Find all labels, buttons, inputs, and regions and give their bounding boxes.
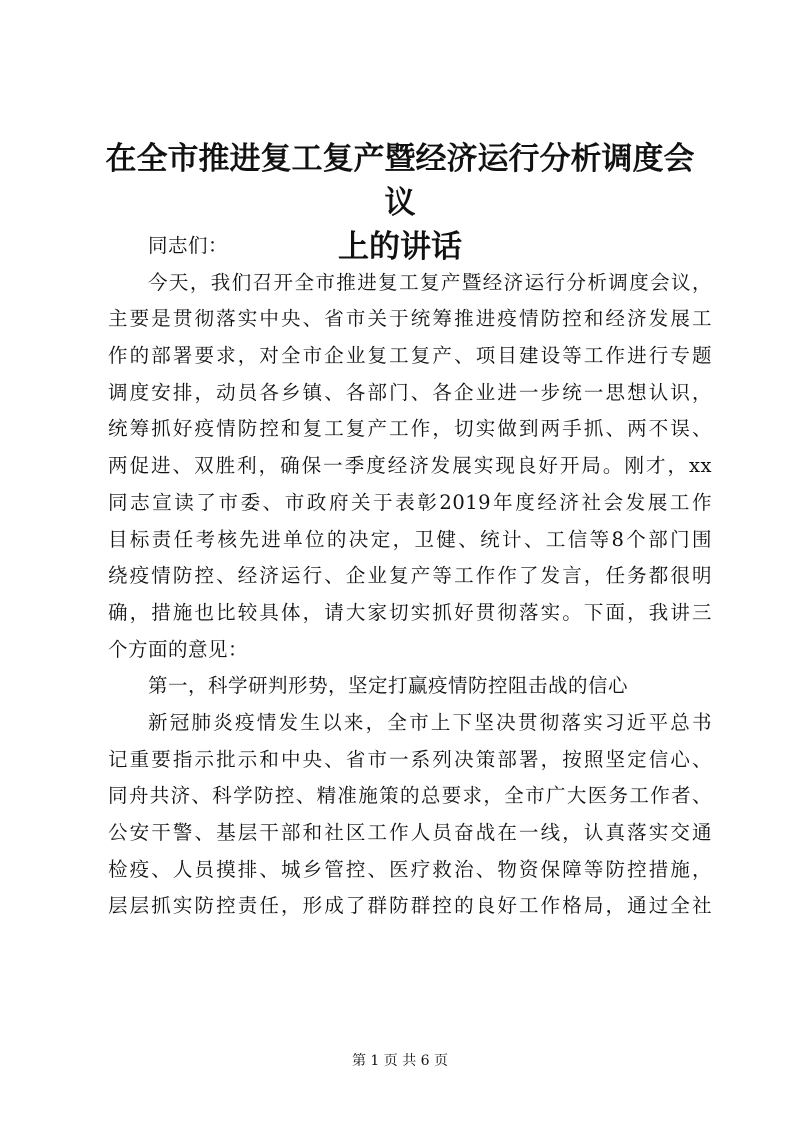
paragraph-line: 检疫、人员摸排、城乡管控、医疗救治、物资保障等防控措施， bbox=[108, 857, 712, 881]
paragraph-line: 统筹抓好疫情防控和复工复产工作，切实做到两手抓、两不误、 bbox=[108, 417, 712, 441]
paragraph-line: 记重要指示批示和中央、省市一系列决策部署，按照坚定信心、 bbox=[108, 747, 712, 771]
paragraph-2 bbox=[108, 705, 712, 925]
paragraph-line: 确，措施也比较具体，请大家切实抓好贯彻落实。下面，我讲三 bbox=[108, 600, 712, 624]
paragraph-line: 作的部署要求，对全市企业复工复产、项目建设等工作进行专题 bbox=[108, 344, 712, 368]
paragraph-line: 同舟共济、科学防控、精准施策的总要求，全市广大医务工作者、 bbox=[108, 784, 712, 808]
page-number-label: 第 1 页 共 6 页 bbox=[351, 1053, 449, 1069]
paragraph-line: 个方面的意见： bbox=[108, 637, 249, 661]
paragraph-line: 两促进、双胜利，确保一季度经济发展实现良好开局。刚才，xx bbox=[108, 454, 712, 478]
paragraph-line: 层层抓实防控责任，形成了群防群控的良好工作格局，通过全社 bbox=[108, 894, 712, 918]
paragraph-1 bbox=[108, 265, 712, 669]
document-body bbox=[108, 228, 712, 925]
title-line-2: 上的讲话 bbox=[338, 229, 462, 265]
paragraph-line: 公安干警、基层干部和社区工作人员奋战在一线，认真落实交通 bbox=[108, 821, 712, 844]
paragraph-line: 同志宣读了市委、市政府关于表彰2019年度经济社会发展工作 bbox=[108, 490, 712, 514]
paragraph-line: 目标责任考核先进单位的决定，卫健、统计、工信等8个部门围 bbox=[108, 527, 712, 551]
salutation: 同志们： bbox=[148, 234, 229, 257]
paragraph-line: 调度安排，动员各乡镇、各部门、各企业进一步统一思想认识， bbox=[108, 380, 712, 404]
page-footer bbox=[0, 1051, 800, 1071]
paragraph-line: 主要是贯彻落实中央、省市关于统筹推进疫情防控和经济发展工 bbox=[108, 307, 712, 331]
title-line-1: 在全市推进复工复产暨经济运行分析调度会议 bbox=[105, 141, 695, 221]
section-heading-1: 第一，科学研判形势，坚定打赢疫情防控阻击战的信心 bbox=[148, 674, 629, 698]
paragraph-line: 今天，我们召开全市推进复工复产暨经济运行分析调度会议， bbox=[148, 270, 712, 294]
paragraph-line: 绕疫情防控、经济运行、企业复产等工作作了发言，任务都很明 bbox=[108, 564, 712, 588]
paragraph-line: 新冠肺炎疫情发生以来，全市上下坚决贯彻落实习近平总书 bbox=[148, 710, 712, 734]
